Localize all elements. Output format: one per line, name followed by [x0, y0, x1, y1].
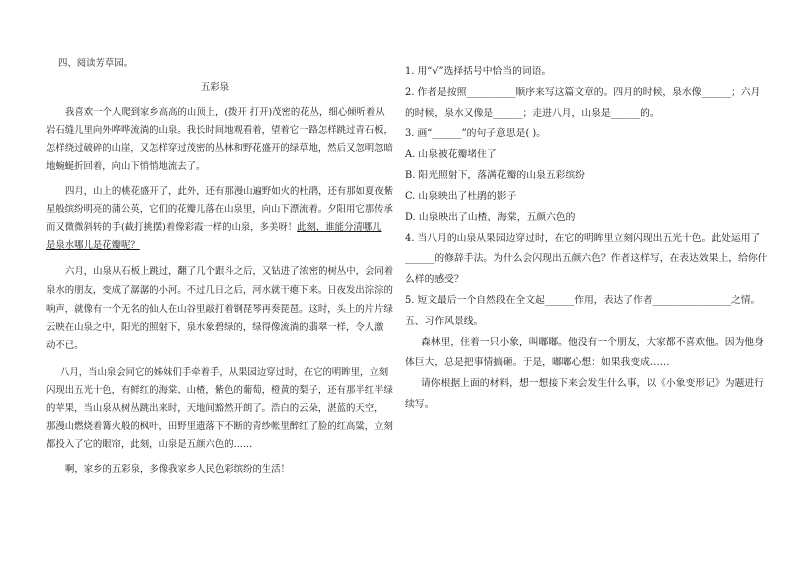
- section-five-title: 五、习作风景线。: [405, 316, 484, 327]
- question-3: 3. 画“______”的句子意思是( )。: [405, 128, 547, 139]
- passage-line: 四月，山上的桃花盛开了，此外，还有那漫山遍野如火的杜鹃，还有那如夏夜紫: [65, 186, 394, 197]
- passage-line: 都投入了它的眼帘，此刻，山泉是五颜六色的……: [46, 439, 253, 450]
- section-title: 四、阅读芳草园。: [58, 58, 134, 69]
- passage-line: 泉水的朋友，变成了潺潺的小河。不过几日之后，河水就干瘪下来。日夜发出淙淙的: [46, 285, 393, 296]
- passage-line: 我喜欢一个人爬到家乡高高的山顶上，(拨开 打开)茂密的花丛，细心倾听着从: [65, 107, 385, 118]
- passage-title: 五彩泉: [200, 82, 230, 93]
- passage-line: 动不已。: [46, 340, 84, 351]
- writing-prompt: 请你根据上面的材料，想一想接下来会发生什么事，以《小象变形记》为题进行: [421, 378, 764, 389]
- passage-line: 响声，就像有一个无名的仙人在山谷里敲打着钢琵琴再奏琵琶。这时，头上的片片绿: [46, 304, 393, 315]
- question-4-cont: 么样的感受？: [405, 274, 464, 285]
- passage-line: 六月，山泉从石板上跳过，翻了几个跟斗之后，又钻进了浓密的树丛中，会同着: [65, 266, 394, 277]
- question-2: 2. 作者是按照__________顺序来写这篇文章的。四月的时候，泉水像______；六月: [405, 87, 761, 98]
- passage-line: 八月，当山泉会同它的姊妹们手牵着手，从果园边穿过时，在它的明眸里，立刻: [60, 367, 389, 378]
- option-d: D. 山泉映出了山楂、海棠，五颜六色的: [405, 212, 576, 223]
- passage-line: [46, 222, 381, 234]
- passage-line: 怎样绕过破碎的山崖，又怎样穿过茂密的丛林和野花盛开的绿草地，然后又忽明忽暗: [46, 143, 393, 154]
- writing-material: 体巨大，总是把事情搞砸。于是，嘟嘟心想：如果我变成……: [405, 357, 670, 368]
- writing-material: 森林里，住着一只小象，叫嘟嘟。他没有一个朋友，大家都不喜欢他。因为他身: [421, 337, 764, 348]
- passage-line: 那漫山燃烧着篝火般的枫叶，田野里遗落下不断的青纱帐里醉红了脸的红高粱，立刻: [46, 421, 393, 432]
- passage-line: 啊，家乡的五彩泉，多像我家乡人民色彩缤纷的生活！: [65, 464, 291, 475]
- option-a: A. 山泉被花瓣堵住了: [405, 149, 497, 160]
- passage-line: 岩石缝儿里向外哗哗流淌的山泉。我长时间地观看着，望着它一路怎样跳过青石板，: [46, 125, 393, 136]
- option-b: B. 阳光照射下，落满花瓣的山泉五彩缤纷: [405, 170, 585, 181]
- passage-line-text: 而又微微斜转的手(截打挑摆)着像彩霞一样的山泉，多美呀！: [46, 222, 298, 233]
- option-c: C. 山泉映出了杜鹃的影子: [405, 191, 517, 202]
- passage-line: 的苹果，当山泉从树丛跳出来时，天地间豁然开朗了。浩白的云朵，湛蓝的天空，: [46, 403, 384, 414]
- passage-line: 地蜿蜒折回着，向山下悄悄地流去了。: [46, 161, 206, 172]
- writing-prompt: 续写。: [405, 399, 435, 410]
- question-4-cont: ______的修辞手法。为什么会闪现出五颜六色？作者这样写，在表达效果上，给你什: [405, 253, 768, 264]
- underlined-sentence: 是泉水哪儿是花瓣呢？: [46, 240, 140, 251]
- passage-line: 星般缤纷明亮的蒲公英，它们的花瓣儿落在山泉里，向山下漂流着。夕阳用它那传承: [46, 204, 393, 215]
- underlined-sentence: 此刻，谁能分清哪儿: [297, 222, 382, 233]
- question-1: 1. 用“√”选择括号中恰当的词语。: [405, 66, 552, 77]
- passage-line: 云映在山泉之中，阳光的照射下，泉水象碧绿的，绿得像流淌的翡翠一样，令人激: [46, 322, 384, 333]
- question-2-cont: 的时候，泉水又像是______；走进八月，山泉是______的。: [405, 108, 660, 119]
- question-4: 4. 当八月的山泉从果园边穿过时，在它的明眸里立刻闪现出五光十色。此处运用了: [405, 233, 761, 244]
- question-5: 5. 短文最后一个自然段在全文起______作用，表达了作者________________之情。: [405, 295, 761, 306]
- passage-line: 闪现出五光十色，有鲜红的海棠、山楂，紫色的葡萄，橙黄的梨子，还有那半红半绿: [46, 385, 393, 396]
